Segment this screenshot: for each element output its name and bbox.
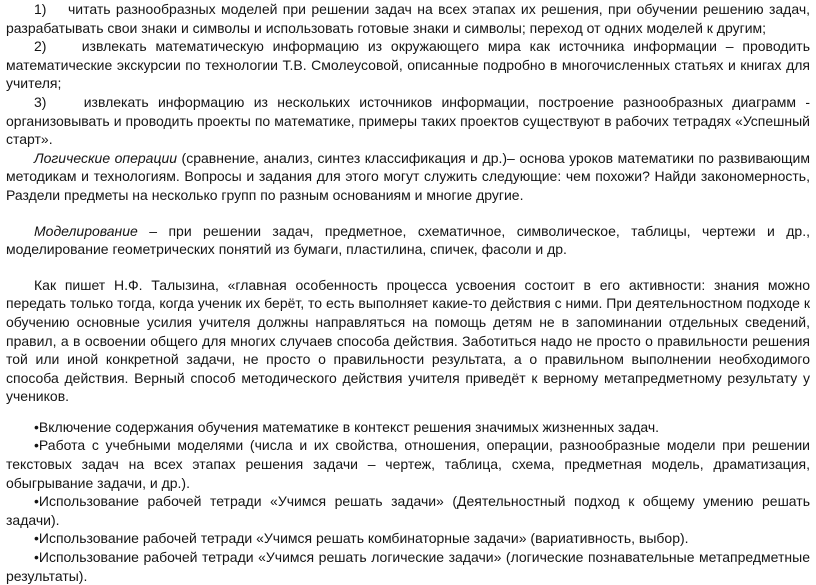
item-text: извлекать математическую информацию из окружающего мира как источника информации – проводить математические экскурсии по технологии Т.В. Смолеусовой, описанные подробно в многочисленных статьях и книгах для учителя;: [6, 38, 810, 92]
bullet-icon: •: [34, 549, 39, 566]
bullet-item-2: [6, 436, 810, 492]
bullet-text: Работа с учебными моделями (числа и их свойства, отношения, операции, разнообразные модели при решении текстовых задач на всех этапах решения задачи – чертеж, таблица, схема, предметная модель, драматизация, обыгрывание задачи, и др.).: [6, 437, 810, 491]
logical-operations-term: Логические операции: [34, 149, 178, 166]
bullet-icon: •: [34, 493, 39, 510]
bullet-text: Использование рабочей тетради «Учимся решать логические задачи» (логические познавательные метапредметные результаты).: [6, 549, 810, 584]
bullet-icon: •: [34, 418, 39, 435]
bullet-icon: •: [34, 530, 39, 547]
item-number: 1): [34, 1, 47, 17]
bullet-item-4: [6, 529, 810, 548]
bullet-icon: •: [34, 437, 39, 454]
modeling-paragraph: [6, 222, 810, 259]
bullet-item-3: [6, 492, 810, 529]
quote-paragraph: Как пишет Н.Ф. Талызина, «главная особенность процесса усвоения состоит в его активности: знания можно передать только тогда, когда ученик их берёт, то есть выполняет какие-то действия с ними. При деятельностном подходе к обучению основные усилия учителя должны направляться на помощь детям не в запоминании отдельных сведений, правил, а в освоении общего для многих случаев способа действия. Заботиться надо не просто о правильности решения той или иной конкретной задачи, не просто о правильности результата, а о правильном выполнении необходимого способа действия. Верный способ методического действия учителя приведёт к верному метапредметному результату у учеников.: [6, 276, 810, 405]
modeling-term: Моделирование: [34, 222, 138, 239]
bullet-text: Включение содержания обучения математике в контекст решения значимых жизненных задач.: [38, 418, 660, 435]
item-text: извлекать информацию из нескольких источников информации, построение разнообразных диаграмм - организовывать и проводить проекты по математике, примеры таких проектов существуют в рабочих тетрадях «Успешный старт».: [6, 93, 810, 148]
bullet-text: Использование рабочей тетради «Учимся решать комбинаторные задачи» (вариативность, выбор).: [38, 530, 689, 547]
item-number: 2): [34, 38, 47, 55]
numbered-item-1: [6, 0, 810, 37]
bullet-item-5: [6, 548, 810, 585]
numbered-item-3: [6, 93, 810, 149]
logical-operations-paragraph: [6, 149, 810, 205]
bullet-item-1: [6, 418, 810, 437]
item-number: 3): [34, 93, 47, 110]
logical-operations-text: (сравнение, анализ, синтез классификация и др.)– основа уроков математики по развивающим методикам и технологиям. Вопросы и задания для этого могут служить следующие: чем похожи? Найди закономерность, Раздели предметы на несколько групп по разным основаниям и многие другие.: [6, 149, 810, 203]
modeling-text: – при решении задач, предметное, схематичное, символическое, таблицы, чертежи и др., моделирование геометрических понятий из бумаги, пластилина, спичек, фасоли и др.: [6, 222, 810, 258]
bullet-text: Использование рабочей тетради «Учимся решать задачи» (Деятельностный подход к общему умению решать задачи).: [6, 493, 810, 528]
item-text: читать разнообразных моделей при решении задач на всех этапах их решения, при обучении решению задач, разрабатывать свои знаки и символы и использовать готовые знаки и символы; переход от одних моделей к другим;: [6, 1, 810, 36]
numbered-item-2: [6, 37, 810, 93]
